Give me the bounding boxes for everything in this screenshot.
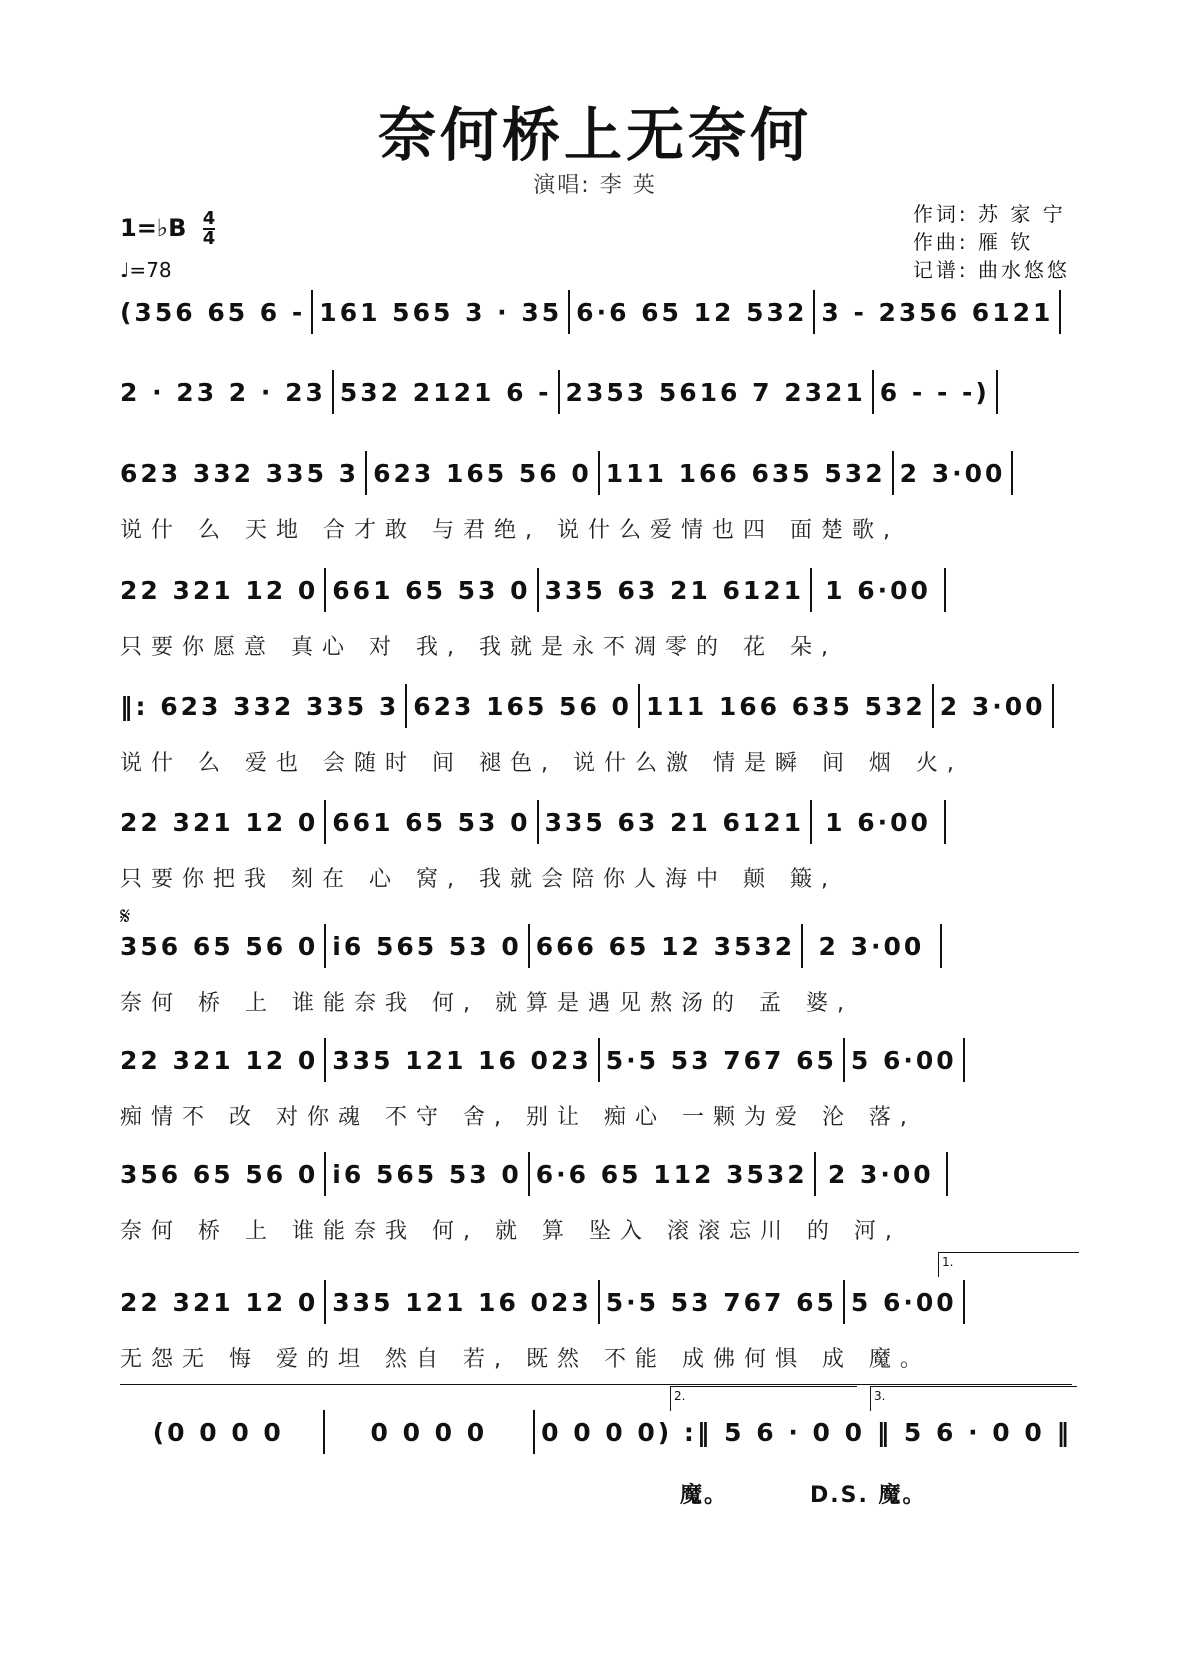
measure: 666 65 12 3532 [535,931,796,961]
barline [365,451,367,495]
composer: 作曲: 雁 钦 [912,230,1034,254]
barline [843,1280,845,1324]
barline [996,370,998,414]
barline [872,370,874,414]
notation-line [120,1282,1072,1322]
barline [946,1152,948,1196]
notation-line [120,686,1072,726]
notation-line [120,372,1072,412]
barline [324,924,326,968]
measure: 3 - 2356 6121 [821,297,1054,327]
measure: 335 63 21 6121 [544,575,805,605]
segno-sign: 𝄋 [120,902,131,930]
measure: 661 65 53 0 [332,575,531,605]
measure: 356 65 56 0 [120,1159,319,1189]
lyric-line: 奈何 桥 上 谁能奈我 何, 就算是遇见熬汤的 孟 婆, [120,991,853,1016]
barline [932,684,934,728]
volta-first: 1. [938,1252,1079,1277]
lyric-line: 说什 么 天地 合才敢 与君绝, 说什么爱情也四 面楚歌, [120,518,899,543]
lyric-line: 说什 么 爱也 会随时 间 褪色, 说什么激 情是瞬 间 烟 火, [120,751,963,776]
measure: 111 166 635 532 [645,691,926,721]
measure: 623 165 56 0 [413,691,632,721]
notation-line [120,802,1072,842]
barline [405,684,407,728]
barline [892,451,894,495]
barline [324,1038,326,1082]
lyricist: 作词: 苏 家 宁 [912,202,1066,226]
measure: 5 6·00 [850,1287,957,1317]
measure: 335 121 16 023 [332,1045,592,1075]
song-title: 奈何桥上无奈何 [377,101,812,169]
measure: i6 565 53 0 [332,931,522,961]
barline [843,1038,845,1082]
barline [537,800,539,844]
volta-third: 3. [870,1386,1077,1411]
measure: (356 65 6 - [120,297,306,327]
barline [944,800,946,844]
notation-line [120,570,1072,610]
barline [598,1038,600,1082]
barline [814,1152,816,1196]
measure: 6·6 65 112 3532 [535,1159,808,1189]
barline [813,290,815,334]
notation-line [120,1154,1072,1194]
barline [311,290,313,334]
lyric-line: 只要你把我 刻在 心 窝, 我就会陪你人海中 颠 簸, [120,867,837,892]
measure: 0 0 0 0) :‖ 5 6 · 0 0 ‖ 5 6 · 0 0 ‖ [541,1417,1073,1447]
barline [528,1152,530,1196]
barline [332,370,334,414]
barline [323,1410,325,1454]
barline [1052,684,1054,728]
measure: 22 321 12 0 [120,1287,319,1317]
barline [324,568,326,612]
measure: 6 - - -) [879,377,990,407]
measure: 1 6·00 [825,807,931,837]
lyric-line: 无怨无 悔 爱的坦 然自 若, 既然 不能 成佛何惧 成 魔。 [120,1347,931,1372]
barline [1011,451,1013,495]
barline [533,1410,535,1454]
measure: 5·5 53 767 65 [605,1045,837,1075]
measure: 0 0 0 0 [370,1417,488,1447]
measure: 623 165 56 0 [373,458,592,488]
time-bottom: 4 [202,228,216,249]
measure: 2 3·00 [818,931,925,961]
divider-line [120,1384,1072,1385]
measure: (0 0 0 0 [152,1417,284,1447]
barline [324,1152,326,1196]
measure: 111 166 635 532 [605,458,886,488]
barline [324,1280,326,1324]
measure: 6·6 65 12 532 [576,297,808,327]
notation-line [120,926,1072,966]
measure: 161 565 3 · 35 [319,297,563,327]
lyric-line: 痴情不 改 对你魂 不守 舍, 别让 痴心 一颗为爱 沦 落, [120,1105,916,1130]
measure: 2 · 23 2 · 23 [120,377,326,407]
measure: 532 2121 6 - [339,377,552,407]
measure: 356 65 56 0 [120,931,319,961]
measure: 22 321 12 0 [120,1045,319,1075]
measure: 335 121 16 023 [332,1287,592,1317]
barline [963,1038,965,1082]
measure: 623 332 335 3 [120,458,360,488]
volta-second: 2. [670,1386,857,1411]
measure: 1 6·00 [825,575,931,605]
measure: 2353 5616 7 2321 [565,377,866,407]
lyric-line: 只要你愿意 真心 对 我, 我就是永不凋零的 花 朵, [120,635,837,660]
notation-line [120,1412,1072,1452]
ending-second-lyric: 魔。 [680,1483,729,1508]
lyric-line: 奈何 桥 上 谁能奈我 何, 就 算 坠入 滚滚忘川 的 河, [120,1219,901,1244]
barline [801,924,803,968]
credits [913,200,1070,284]
barline [1059,290,1061,334]
measure: i6 565 53 0 [332,1159,522,1189]
measure: 22 321 12 0 [120,575,319,605]
measure: 5·5 53 767 65 [605,1287,837,1317]
barline [537,568,539,612]
singer: 演唱: 李 英 [533,173,657,198]
ending-third-lyric: D.S. 魔。 [810,1483,927,1508]
barline [528,924,530,968]
barline [810,800,812,844]
time-signature [203,210,216,248]
barline [944,568,946,612]
transcriber: 记谱: 曲水悠悠 [912,258,1070,282]
barline [558,370,560,414]
barline [568,290,570,334]
barline [324,800,326,844]
key-signature [120,210,215,248]
measure: 22 321 12 0 [120,807,319,837]
barline [598,1280,600,1324]
measure: 2 3·00 [939,691,1046,721]
notation-line [120,453,1072,493]
notation-line [120,1040,1072,1080]
time-top: 4 [202,208,216,229]
measure: ‖: 623 332 335 3 [120,691,400,721]
measure: 2 3·00 [899,458,1006,488]
measure: 2 3·00 [827,1159,934,1189]
barline [638,684,640,728]
barline [598,451,600,495]
measure: 661 65 53 0 [332,807,531,837]
tempo-marking: ♩=78 [120,258,172,282]
key-label: 1=♭B [120,214,187,242]
barline [963,1280,965,1324]
barline [810,568,812,612]
measure: 335 63 21 6121 [544,807,805,837]
barline [940,924,942,968]
measure: 5 6·00 [850,1045,957,1075]
notation-line [120,292,1072,332]
